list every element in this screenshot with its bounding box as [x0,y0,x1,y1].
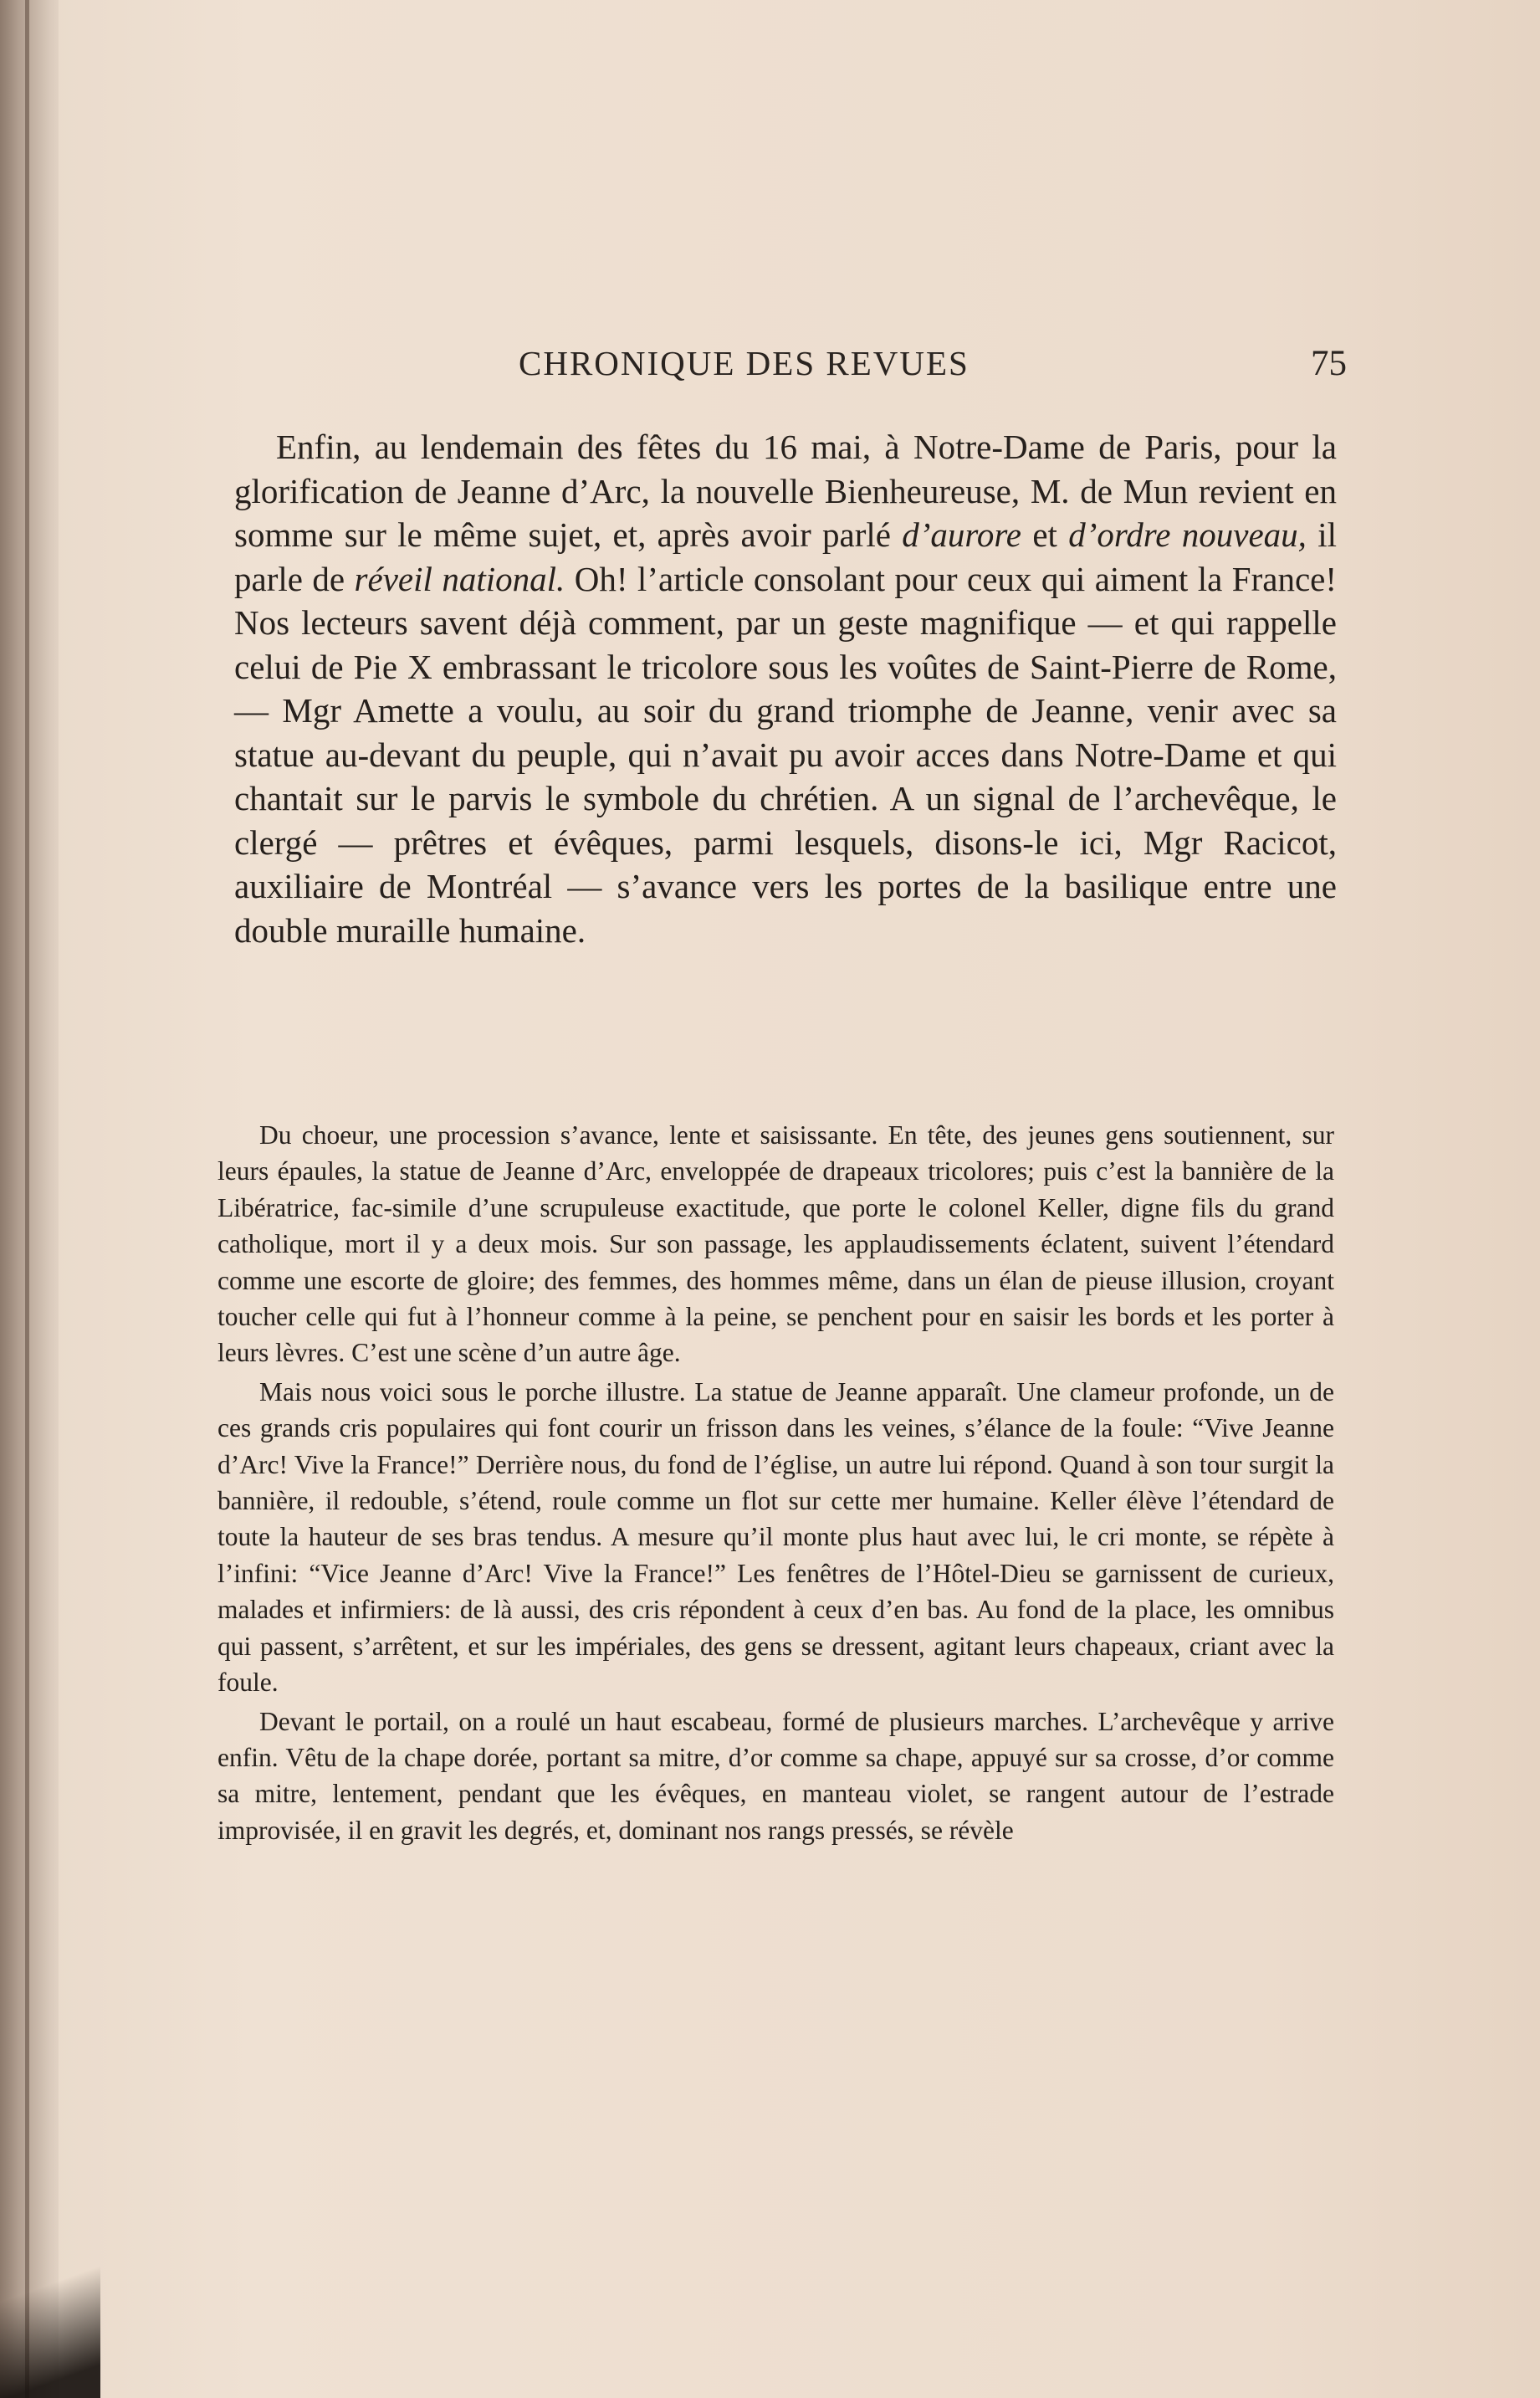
text-run: et [1021,515,1069,554]
quote-paragraph-1: Du choeur, une procession s’avance, lente et saisissante. En tête, des jeunes gens soutiennent, sur leurs épaules, la statue de Jeanne d’Arc, enveloppée de drapeaux tricolores; puis c’est la bannière de la Libératrice, fac-simile d’une scrupuleuse exactitude, que porte le colonel Keller, digne fils du grand catholique, mort il y a deux mois. Sur son passage, les applaudissements éclatent, suivent l’étendard comme une escorte de gloire; des femmes, des hommes même, dans un élan de pieuse illusion, croyant toucher celle qui fut à l’honneur comme à la peine, se penchent pour en saisir les bords et les porter à leurs lèvres. C’est une scène d’un autre âge. [217,1120,1334,1368]
italic-aurore: d’aurore [902,515,1022,554]
quote-paragraph-3: Devant le portail, on a roulé un haut escabeau, formé de plusieurs marches. L’archevêque y arrive enfin. Vêtu de la chape dorée, portant sa mitre, d’or comme sa chape, appuyé sur sa crosse, d’or comme sa mitre, lentement, pendant que les évêques, en manteau violet, se rangent autour de l’estrade improvisée, il en gravit les degrés, et, dominant nos rangs pressés, se révèle [217,1706,1334,1845]
text-run: Enfin, au lendemain des fêtes du 16 mai, à Notre-Dame de Paris, pour la glorification de Jeanne d’Arc, la nouvelle Bienheureuse, M. de Mun revient en somme sur le même sujet, et, après avoir parlé [234,428,1337,554]
quoted-passage [217,1117,1334,1848]
page-corner-shadow [0,2214,100,2398]
text-run: il parle de [234,515,1337,598]
quote-paragraph-2: Mais nous voici sous le porche illustre. La statue de Jeanne apparaît. Une clameur profonde, un de ces grands cris populaires qui font courir un frisson dans les veines, s’élance de la foule: “Vive Jeanne d’Arc! Vive la France!” Derrière nous, du fond de l’église, un autre lui répond. Quand à son tour surgit la bannière, il redouble, s’étend, roule comme un flot sur cette mer humaine. Keller élève l’étendard de toute la hauteur de ses bras tendus. A mesure qu’il monte plus haut avec lui, le cri monte, se répète à l’infini: “Vice Jeanne d’Arc! Vive la France!” Les fenêtres de l’Hôtel-Dieu se garnissent de curieux, malades et infirmiers: de là aussi, des cris répondent à ceux d’en bas. Au fond de la place, les omnibus qui passent, s’arrêtent, et sur les impériales, des gens se dressent, agitant leurs chapeaux, criant avec la foule. [217,1376,1334,1698]
italic-reveil-national: réveil national. [354,559,565,598]
page-number: 75 [1311,344,1347,383]
running-title: CHRONIQUE DES REVUES [519,344,970,382]
spine-shadow [0,0,59,2398]
running-head [234,343,1347,393]
paragraph-1 [234,425,1337,952]
body-paragraph [234,425,1337,952]
text-run: Oh! l’article consolant pour ceux qui aiment la France! Nos lecteurs savent déjà comment, par un geste magnifique — et qui rappelle celui de Pie X embrassant le tricolore sous les voûtes de Saint-Pierre de Rome, — Mgr Amette a voulu, au soir du grand triomphe de Jeanne, venir avec sa statue au-devant du peuple, qui n’avait pu avoir acces dans Notre-Dame et qui chantait sur le parvis le symbole du chrétien. A un signal de l’archevêque, le clergé — prêtres et évêques, parmi lesquels, disons-le ici, Mgr Racicot, auxiliaire de Montréal — s’avance vers les portes de la basilique entre une double muraille humaine. [234,559,1337,950]
spine-line [25,0,29,2398]
italic-ordre-nouveau: d’ordre nouveau, [1068,515,1307,554]
